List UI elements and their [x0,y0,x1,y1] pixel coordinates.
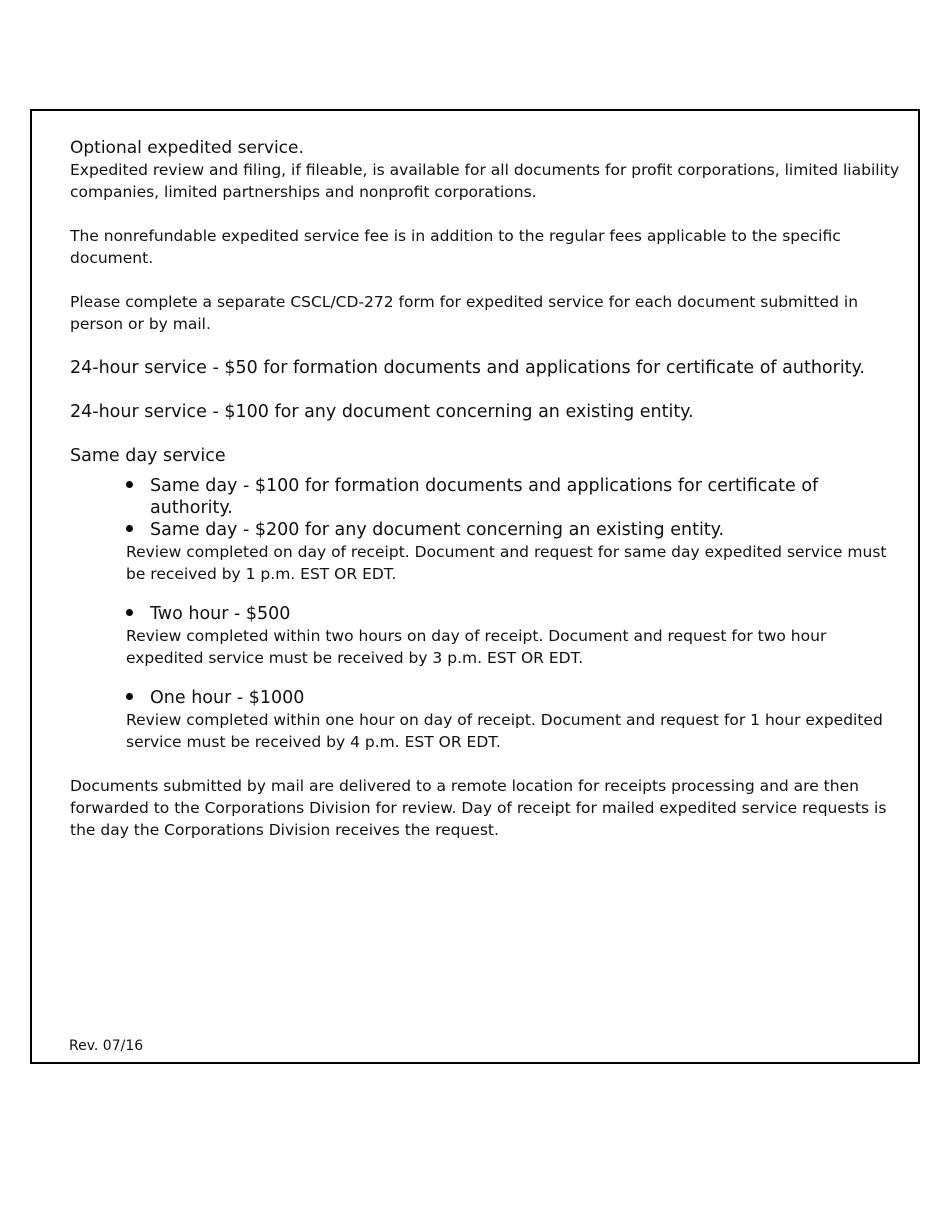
two-hour-label: Two hour - $500 [150,604,291,624]
same-day-section [126,475,900,753]
document-body [70,137,900,841]
revision-label: Rev. 07/16 [69,1038,144,1054]
service-24-existing: 24-hour service - $100 for any document concerning an existing entity. [70,402,694,422]
service-24-formation: 24-hour service - $50 for formation documents and applications for certificate of authority. [70,358,865,378]
document-frame [30,109,920,1064]
document-title: Optional expedited service. [70,138,304,158]
mail-paragraph: Documents submitted by mail are delivered to a remote location for receipts processing and are then forwarded to the Corporations Division for review. Day of receipt for mailed expedited service requests is the day the Corporations Division receives the request. [70,777,887,839]
one-hour-note: Review completed within one hour on day of receipt. Document and request for 1 hour expedited service must be received by 4 p.m. EST OR EDT. [126,711,883,751]
bullet-icon [126,609,133,616]
list-item [126,475,900,519]
same-day-note: Review completed on day of receipt. Document and request for same day expedited service must be received by 1 p.m. EST OR EDT. [126,543,887,583]
form-paragraph: Please complete a separate CSCL/CD-272 form for expedited service for each document submitted in person or by mail. [70,293,859,333]
list-item [126,687,900,709]
bullet-icon [126,693,133,700]
one-hour-label: One hour - $1000 [150,688,305,708]
same-day-existing-label: Same day - $200 for any document concerning an existing entity. [150,520,725,540]
intro-paragraph: Expedited review and filing, if fileable, is available for all documents for profit corporations, limited liability companies, limited partnerships and nonprofit corporations. [70,161,900,201]
same-day-heading: Same day service [70,446,226,466]
list-item [126,519,900,541]
fee-paragraph: The nonrefundable expedited service fee is in addition to the regular fees applicable to the specific document. [70,227,841,267]
bullet-icon [126,481,133,488]
same-day-formation-label: Same day - $100 for formation documents and applications for certificate of authority. [150,476,819,518]
two-hour-note: Review completed within two hours on day of receipt. Document and request for two hour expedited service must be received by 3 p.m. EST OR EDT. [126,627,827,667]
list-item [126,603,900,625]
bullet-icon [126,525,133,532]
